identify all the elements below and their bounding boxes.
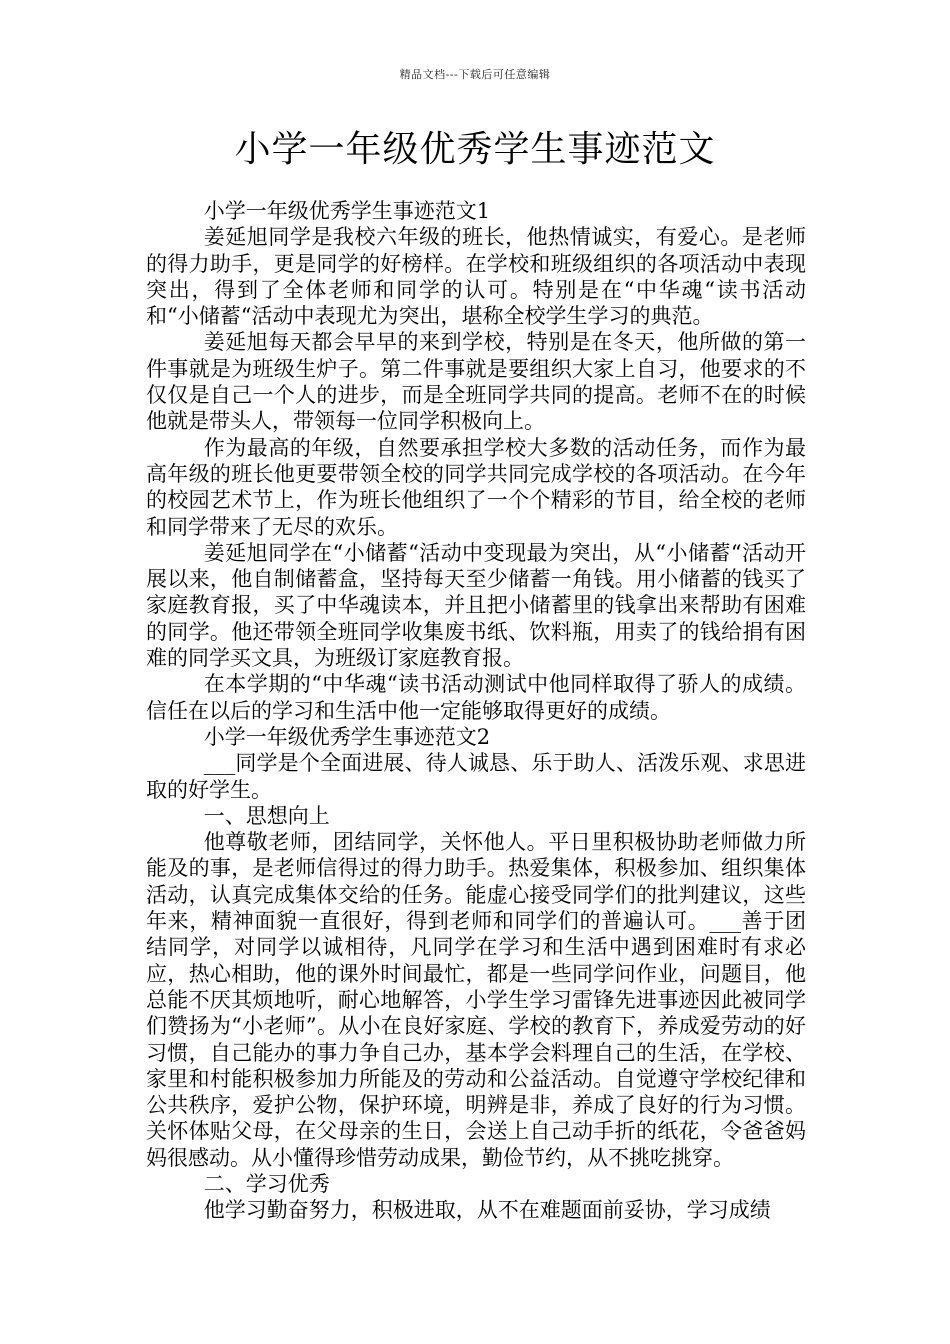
header-note: 精品文档---下载后可任意编辑 — [399, 68, 551, 81]
paragraph: 在本学期的“中华魂“读书活动测试中他同样取得了骄人的成绩。信任在以后的学习和生活中他一定能够取得更好的成绩。 — [146, 672, 806, 723]
paragraph: ___同学是个全面进展、待人诚恳、乐于助人、活泼乐观、求思进取的好学生。 — [146, 751, 806, 802]
paragraph: 他尊敬老师，团结同学，关怀他人。平日里积极协助老师做力所能及的事，是老师信得过的得力助手。热爱集体，积极参加、组织集体活动，认真完成集体交给的任务。能虚心接受同学们的批判建议，这些年来，精神面貌一直很好，得到老师和同学们的普遍认可。___善于团结同学，对同学以诚相待，凡同学在学习和生活中遇到困难时有求必应，热心相助，他的课外时间最忙，都是一些同学问作业，问题目，他总能不厌其烦地听，耐心地解答，小学生学习雷锋先进事迹因此被同学们赞扬为“小老师”。从小在良好家庭、学校的教育下，养成爱劳动的好习惯，自己能办的事力争自己办，基本学会料理自己的生活，在学校、家里和村能积极参加力所能及的劳动和公益活动。自觉遵守学校纪律和公共秩序，爱护公物，保护环境，明辨是非，养成了良好的行为习惯。关怀体贴父母，在父母亲的生日，会送上自己动手折的纸花，令爸爸妈妈很感动。从小懂得珍惜劳动成果，勤俭节约，从不挑吃挑穿。 — [146, 830, 806, 1170]
paragraph: 他学习勤奋努力，积极进取，从不在难题面前妥协，学习成绩 — [203, 1198, 771, 1223]
paragraph: 姜延旭每天都会早早的来到学校，特别是在冬天，他所做的第一件事就是为班级生炉子。第二件事就是要组织大家上自习，他要求的不仅仅是自己一个人的进步，而是全班同学共同的提高。老师不在的时候他就是带头人，带领每一位同学积极向上。 — [146, 330, 806, 434]
document-body — [146, 198, 806, 1224]
paragraph: 姜延旭同学在“小储蓄“活动中变现最为突出，从“小储蓄“活动开展以来，他自制储蓄盒，坚持每天至少储蓄一角钱。用小储蓄的钱买了家庭教育报，买了中华魂读本，并且把小储蓄里的钱拿出来帮助有困难的同学。他还带领全班同学收集废书纸、饮料瓶，用卖了的钱给捐有困难的同学买文具，为班级订家庭教育报。 — [146, 540, 806, 671]
section-heading-2: 小学一年级优秀学生事迹范文2 — [203, 724, 491, 749]
paragraph: 姜延旭同学是我校六年级的班长，他热情诚实，有爱心。是老师的得力助手，更是同学的好榜样。在学校和班级组织的各项活动中表现突出，得到了全体老师和同学的认可。特别是在“中华魂“读书活动和“小储蓄“活动中表现尤为突出，堪称全校学生学习的典范。 — [146, 225, 806, 329]
document-title: 小学一年级优秀学生事迹范文 — [234, 129, 716, 170]
paragraph: 作为最高的年级，自然要承担学校大多数的活动任务，而作为最高年级的班长他更要带领全校的同学共同完成学校的各项活动。在今年的校园艺术节上，作为班长他组织了一个个精彩的节目，给全校的老师和同学带来了无尽的欢乐。 — [146, 435, 806, 539]
section-heading-1: 小学一年级优秀学生事迹范文1 — [203, 199, 491, 223]
subheading-thought: 一、思想向上 — [203, 803, 330, 828]
subheading-study: 二、学习优秀 — [203, 1171, 330, 1196]
